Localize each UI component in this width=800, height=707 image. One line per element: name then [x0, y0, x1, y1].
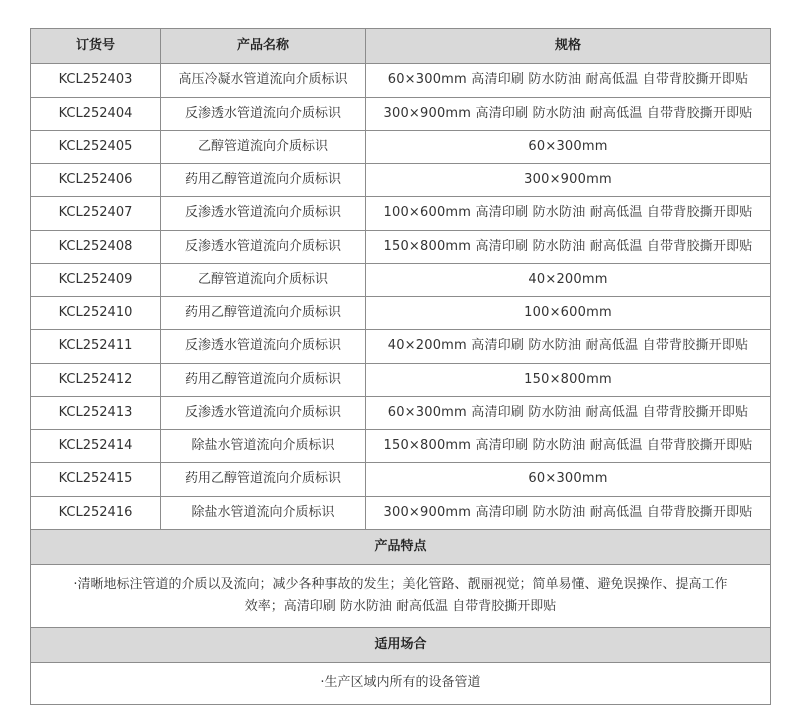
spec-value: 60×300mm 高清印刷 防水防油 耐高低温 自带背胶撕开即贴	[366, 64, 771, 97]
product-name: 反渗透水管道流向介质标识	[161, 230, 366, 263]
order-code: KCL252404	[31, 97, 161, 130]
spec-value: 150×800mm 高清印刷 防水防油 耐高低温 自带背胶撕开即贴	[366, 430, 771, 463]
spec-value: 40×200mm	[366, 263, 771, 296]
table-row	[31, 230, 771, 263]
product-name: 药用乙醇管道流向介质标识	[161, 363, 366, 396]
spec-value: 300×900mm	[366, 164, 771, 197]
order-code: KCL252403	[31, 64, 161, 97]
product-name: 除盐水管道流向介质标识	[161, 430, 366, 463]
spec-value: 60×300mm	[366, 130, 771, 163]
occasions-title-row	[31, 628, 771, 663]
product-spec-table	[30, 28, 771, 705]
table-row	[31, 330, 771, 363]
table-row	[31, 396, 771, 429]
spec-value: 100×600mm	[366, 297, 771, 330]
header-row	[31, 29, 771, 64]
spec-value: 300×900mm 高清印刷 防水防油 耐高低温 自带背胶撕开即贴	[366, 496, 771, 529]
spec-value: 300×900mm 高清印刷 防水防油 耐高低温 自带背胶撕开即贴	[366, 97, 771, 130]
order-code: KCL252416	[31, 496, 161, 529]
product-name: 乙醇管道流向介质标识	[161, 263, 366, 296]
header-product-name: 产品名称	[161, 29, 366, 64]
table-row	[31, 164, 771, 197]
product-name: 反渗透水管道流向介质标识	[161, 97, 366, 130]
features-title-row	[31, 529, 771, 564]
product-name: 乙醇管道流向介质标识	[161, 130, 366, 163]
table-row	[31, 263, 771, 296]
order-code: KCL252409	[31, 263, 161, 296]
product-name: 反渗透水管道流向介质标识	[161, 396, 366, 429]
table-row	[31, 297, 771, 330]
order-code: KCL252414	[31, 430, 161, 463]
occasions-section-content: ·生产区域内所有的设备管道	[31, 663, 771, 704]
features-section-title: 产品特点	[31, 529, 771, 564]
header-spec: 规格	[366, 29, 771, 64]
table-row	[31, 363, 771, 396]
product-name: 药用乙醇管道流向介质标识	[161, 164, 366, 197]
table-row	[31, 64, 771, 97]
order-code: KCL252411	[31, 330, 161, 363]
product-name: 高压冷凝水管道流向介质标识	[161, 64, 366, 97]
table-row	[31, 97, 771, 130]
table-row	[31, 463, 771, 496]
occasions-section-title: 适用场合	[31, 628, 771, 663]
table-row	[31, 130, 771, 163]
header-order-no: 订货号	[31, 29, 161, 64]
product-name: 除盐水管道流向介质标识	[161, 496, 366, 529]
features-section-content: ·清晰地标注管道的介质以及流向；减少各种事故的发生；美化管路、靓丽视觉；简单易懂、避免误操作、提高工作效率；高清印刷 防水防油 耐高低温 自带背胶撕开即贴	[31, 565, 771, 628]
spec-value: 100×600mm 高清印刷 防水防油 耐高低温 自带背胶撕开即贴	[366, 197, 771, 230]
order-code: KCL252406	[31, 164, 161, 197]
table-row	[31, 496, 771, 529]
order-code: KCL252408	[31, 230, 161, 263]
order-code: KCL252407	[31, 197, 161, 230]
order-code: KCL252410	[31, 297, 161, 330]
features-content-row	[31, 565, 771, 628]
spec-value: 40×200mm 高清印刷 防水防油 耐高低温 自带背胶撕开即贴	[366, 330, 771, 363]
product-name: 药用乙醇管道流向介质标识	[161, 463, 366, 496]
spec-value: 150×800mm	[366, 363, 771, 396]
occasions-content-row	[31, 663, 771, 704]
table-row	[31, 430, 771, 463]
spec-value: 60×300mm	[366, 463, 771, 496]
spec-value: 60×300mm 高清印刷 防水防油 耐高低温 自带背胶撕开即贴	[366, 396, 771, 429]
order-code: KCL252413	[31, 396, 161, 429]
order-code: KCL252405	[31, 130, 161, 163]
product-name: 反渗透水管道流向介质标识	[161, 330, 366, 363]
order-code: KCL252415	[31, 463, 161, 496]
product-name: 药用乙醇管道流向介质标识	[161, 297, 366, 330]
product-name: 反渗透水管道流向介质标识	[161, 197, 366, 230]
spec-value: 150×800mm 高清印刷 防水防油 耐高低温 自带背胶撕开即贴	[366, 230, 771, 263]
table-row	[31, 197, 771, 230]
order-code: KCL252412	[31, 363, 161, 396]
